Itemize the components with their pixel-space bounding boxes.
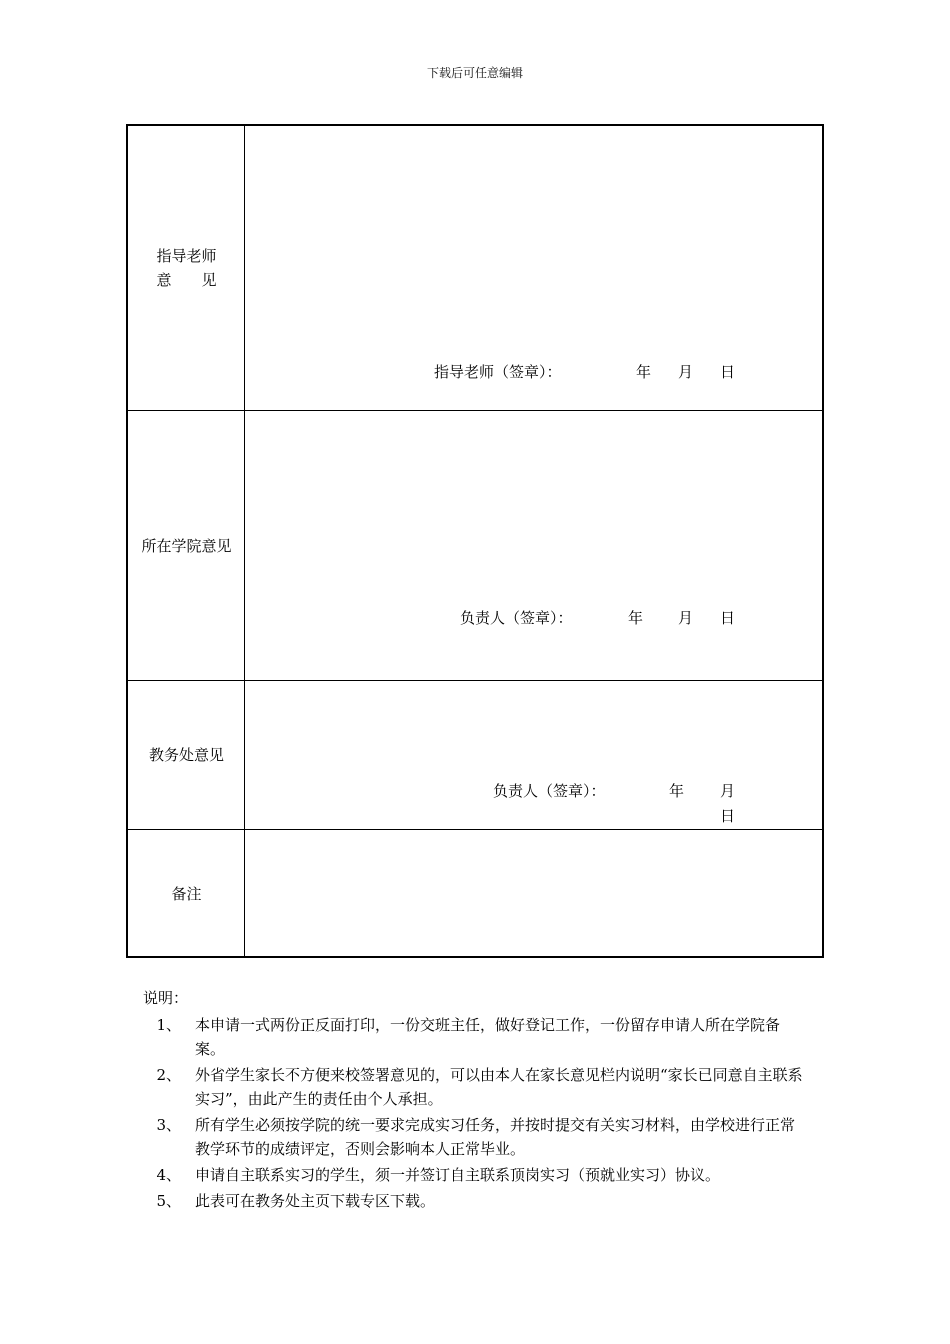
college-signature-label: 负责人（签章）： — [460, 609, 573, 627]
instruction-text: 所有学生必须按学院的统一要求完成实习任务，并按时提交有关实习材料，由学校进行正常教学环节的成绩评定，否则会影响本人正常毕业。 — [195, 1116, 796, 1158]
college-month: 月 — [678, 609, 694, 627]
instruction-number: 3、 — [156, 1116, 181, 1134]
opinion-form-table — [126, 124, 824, 958]
advisor-month: 月 — [678, 363, 694, 381]
instructions-title: 说明： — [143, 989, 189, 1007]
row-divider — [128, 410, 822, 411]
instruction-text: 申请自主联系实习的学生，须一并签订自主联系顶岗实习（预就业实习）协议。 — [195, 1166, 721, 1184]
instruction-text: 本申请一式两份正反面打印，一份交班主任，做好登记工作，一份留存申请人所在学院备案。 — [195, 1016, 781, 1058]
remarks-label: 备注 — [171, 885, 202, 903]
page-header: 下载后可任意编辑 — [426, 66, 523, 80]
row-divider — [128, 680, 822, 681]
advisor-year: 年 — [636, 363, 652, 381]
academic-affairs-month: 月 — [720, 782, 736, 800]
instruction-item — [143, 1063, 823, 1111]
college-year: 年 — [628, 609, 644, 627]
instruction-text: 此表可在教务处主页下载专区下载。 — [195, 1192, 436, 1210]
advisor-signature-label: 指导老师（签章）： — [434, 363, 562, 381]
instruction-number: 2、 — [156, 1066, 181, 1084]
academic-affairs-year: 年 — [669, 782, 685, 800]
instruction-text: 外省学生家长不方便来校签署意见的，可以由本人在家长意见栏内说明“家长已同意自主联系实习”，由此产生的责任由个人承担。 — [195, 1066, 803, 1108]
advisor-opinion-label — [128, 244, 245, 292]
instruction-number: 5、 — [156, 1192, 181, 1210]
advisor-day: 日 — [720, 363, 736, 381]
instruction-item — [143, 1113, 823, 1161]
instructions-section — [143, 986, 823, 1215]
instruction-item — [143, 1013, 823, 1061]
academic-affairs-opinion-label: 教务处意见 — [148, 746, 224, 764]
instruction-number: 1、 — [156, 1016, 181, 1034]
row-divider — [128, 829, 822, 830]
advisor-label-line1: 指导老师 — [156, 247, 217, 265]
instruction-item — [143, 1163, 823, 1187]
instruction-item — [143, 1189, 823, 1213]
college-day: 日 — [720, 609, 736, 627]
academic-affairs-signature-label: 负责人（签章）： — [493, 782, 606, 800]
instruction-number: 4、 — [156, 1166, 181, 1184]
advisor-label-line2: 意 见 — [156, 271, 217, 289]
academic-affairs-day: 日 — [720, 807, 736, 825]
college-opinion-label: 所在学院意见 — [141, 537, 232, 555]
